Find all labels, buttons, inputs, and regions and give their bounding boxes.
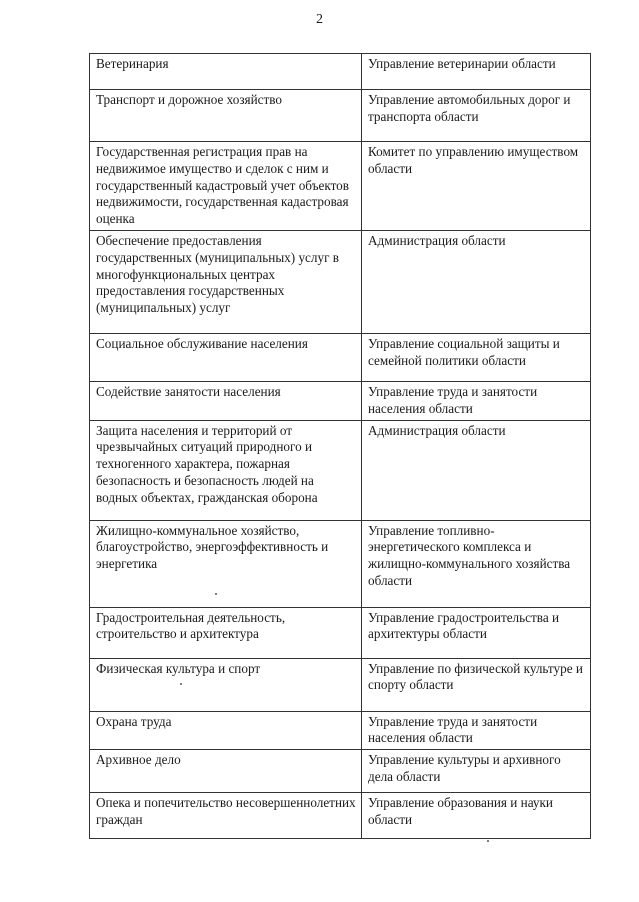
body-cell: Администрация области [362,420,591,520]
area-cell: Жилищно-коммунальное хозяйство, благоустройство, энергоэффективность и энергетика [90,520,362,607]
area-cell: Физическая культура и спорт [90,658,362,711]
area-cell: Градостроительная деятельность, строительство и архитектура [90,607,362,658]
body-cell: Управление автомобильных дорог и транспорта области [362,90,591,142]
responsibility-table [89,53,591,839]
body-cell: Управление по физической культуре и спорту области [362,658,591,711]
body-cell: Управление труда и занятости населения области [362,711,591,750]
table-row [90,658,591,711]
table-row [90,420,591,520]
area-cell: Охрана труда [90,711,362,750]
body-cell: Управление социальной защиты и семейной политики области [362,334,591,382]
table-row [90,54,591,90]
scan-speck [180,683,182,685]
body-cell: Комитет по управлению имуществом области [362,142,591,231]
area-cell: Защита населения и территорий от чрезвычайных ситуаций природного и техногенного характера, пожарная безопасность и безопасность людей на водных объектах, гражданская оборона [90,420,362,520]
area-cell: Обеспечение предоставления государственных (муниципальных) услуг в многофункциональных центрах предоставления государственных (муниципальных) услуг [90,231,362,334]
table-row [90,793,591,839]
area-cell: Содействие занятости населения [90,382,362,421]
table-row [90,711,591,750]
body-cell: Управление ветеринарии области [362,54,591,90]
body-cell: Администрация области [362,231,591,334]
table-row [90,750,591,793]
scan-speck [215,593,217,595]
body-cell: Управление градостроительства и архитектуры области [362,607,591,658]
page-number: 2 [316,12,323,27]
body-cell: Управление труда и занятости населения области [362,382,591,421]
area-cell: Ветеринария [90,54,362,90]
table-row [90,334,591,382]
table-row [90,142,591,231]
body-cell: Управление образования и науки области [362,793,591,839]
area-cell: Транспорт и дорожное хозяйство [90,90,362,142]
area-cell: Государственная регистрация прав на недвижимое имущество и сделок с ним и государственный кадастровый учет объектов недвижимости, государственная кадастровая оценка [90,142,362,231]
body-cell: Управление культуры и архивного дела области [362,750,591,793]
table-row [90,520,591,607]
scan-speck [487,840,489,842]
table-row [90,90,591,142]
body-cell: Управление топливно-энергетического комплекса и жилищно-коммунального хозяйства области [362,520,591,607]
table-row [90,382,591,421]
area-cell: Архивное дело [90,750,362,793]
area-cell: Опека и попечительство несовершеннолетних граждан [90,793,362,839]
table-row [90,607,591,658]
area-cell: Социальное обслуживание населения [90,334,362,382]
table-row [90,231,591,334]
